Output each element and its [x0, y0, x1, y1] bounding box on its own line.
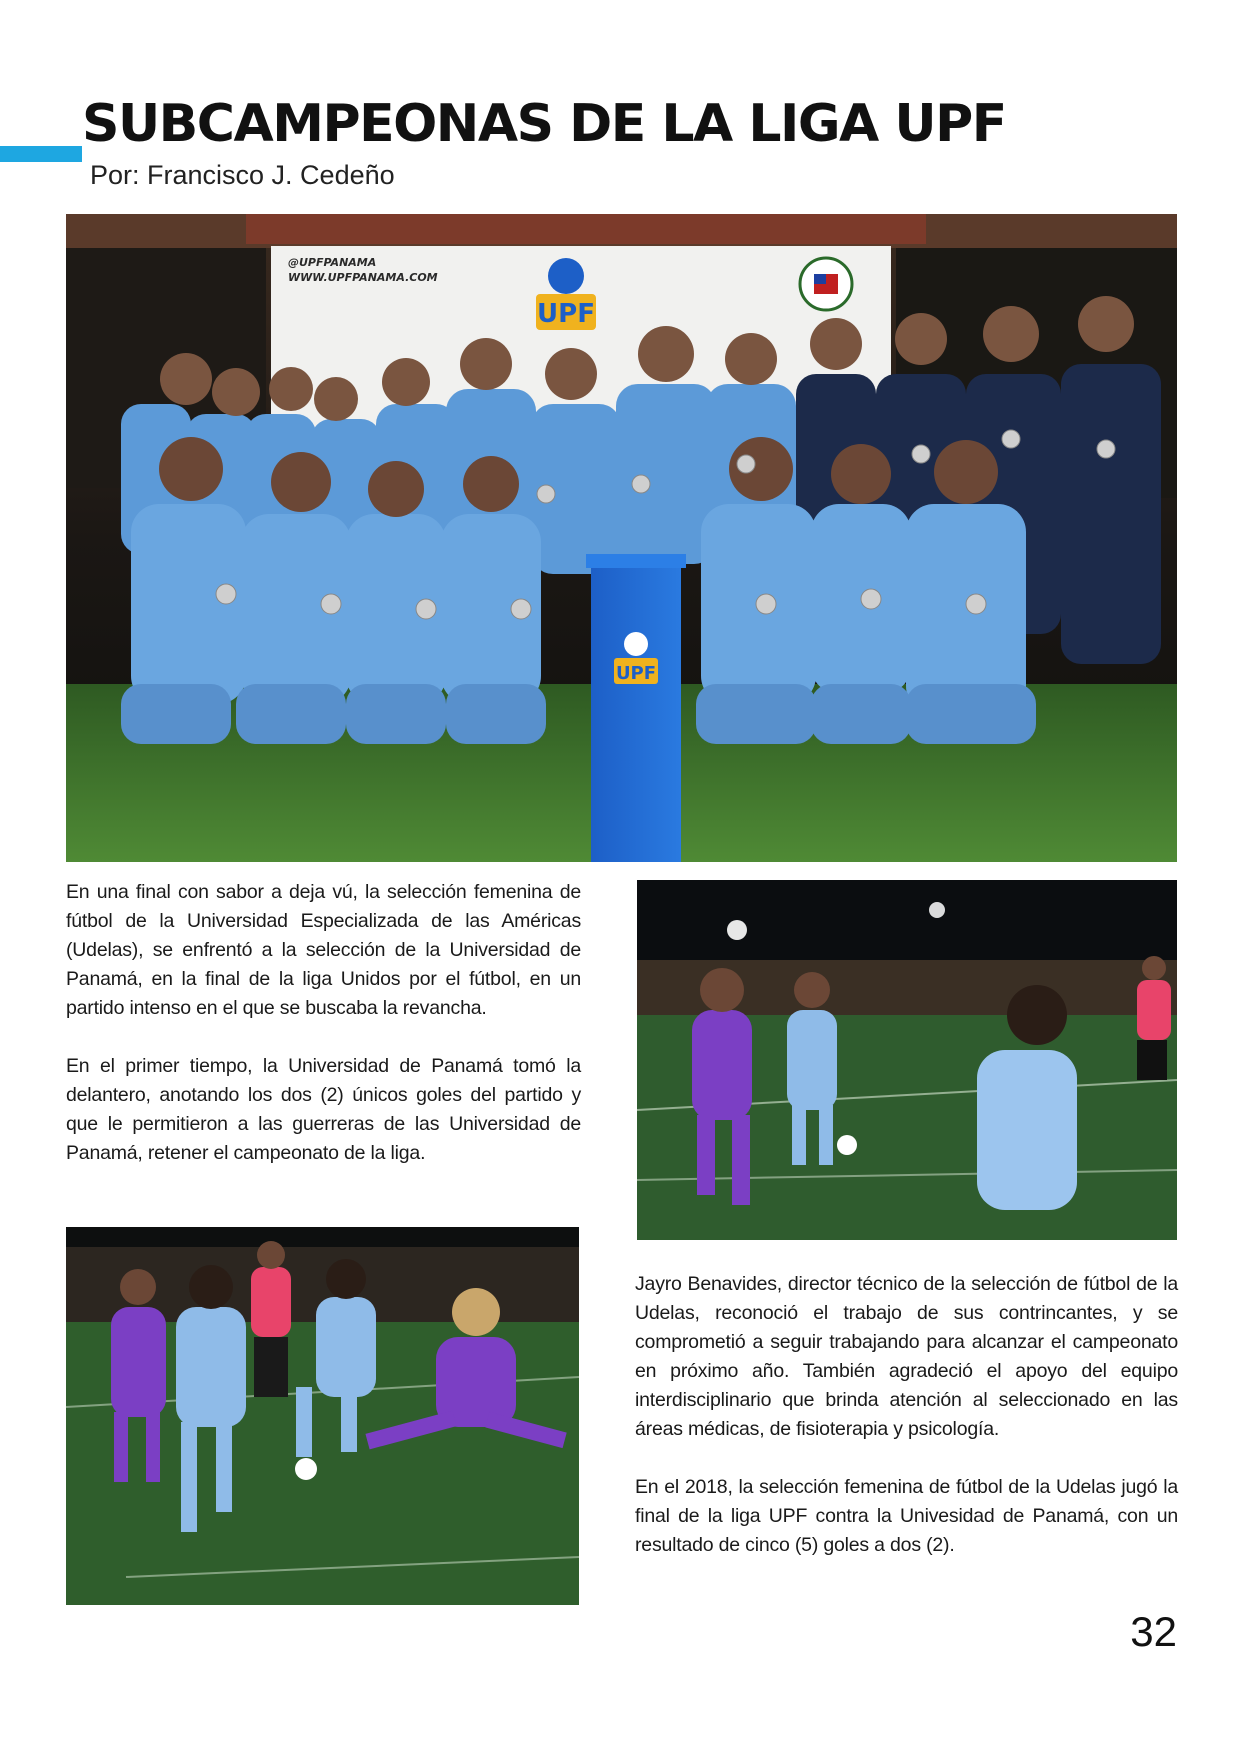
paragraph-first-half: En el primer tiempo, la Universidad de Panamá tomó la delantero, anotando los dos (2) únicos goles del partido y que le permitieron a las guerreras de las Universidad de Panamá, retener el campeonato de la liga.	[66, 1055, 581, 1164]
banner-url: WWW.UPFPANAMA.COM	[288, 271, 438, 284]
article-title: SUBCAMPEONAS DE LA LIGA UPF	[82, 94, 1006, 154]
article-byline: Por: Francisco J. Cedeño	[90, 160, 395, 190]
article-text-left	[66, 878, 581, 1197]
soccer-ball-icon-2	[295, 1458, 317, 1480]
paragraph-2018: En el 2018, la selección femenina de fútbol de la Udelas jugó la final de la liga UPF contra la Univesidad de Panamá, con un resultado de cinco (5) goles a dos (2).	[635, 1476, 1178, 1556]
article-text-right	[635, 1270, 1178, 1589]
soccer-ball-icon	[837, 1135, 857, 1155]
paragraph-coach: Jayro Benavides, director técnico de la selección de fútbol de la Udelas, reconoció el trabajo de sus contrincantes, y se comprometió a seguir trabajando para alcanzar el campeonato en próximo año. También agradeció el apoyo del equipo interdisciplinario que brinda atención al seleccionado en las áreas médicas, de fisioterapia y psicología.	[635, 1273, 1178, 1440]
banner-logo-text: UPF	[537, 299, 595, 329]
paragraph-intro: En una final con sabor a deja vú, la selección femenina de fútbol de la Universidad Especializada de las Américas (Udelas), se enfrentó a la selección de la Universidad de Panamá, en la final de la liga Unidos por el fútbol, en un partido intenso en el que se buscaba la revancha.	[66, 881, 581, 1019]
trophy-podium	[591, 564, 681, 862]
team-photo	[66, 214, 1177, 862]
match-action-photo-2	[66, 1227, 579, 1605]
match-action-photo-1	[637, 880, 1177, 1240]
banner-handle: @UPFPANAMA	[288, 256, 377, 269]
page-number: 32	[1130, 1608, 1177, 1655]
podium-logo-text: UPF	[615, 663, 657, 684]
title-accent-bar	[0, 146, 82, 162]
